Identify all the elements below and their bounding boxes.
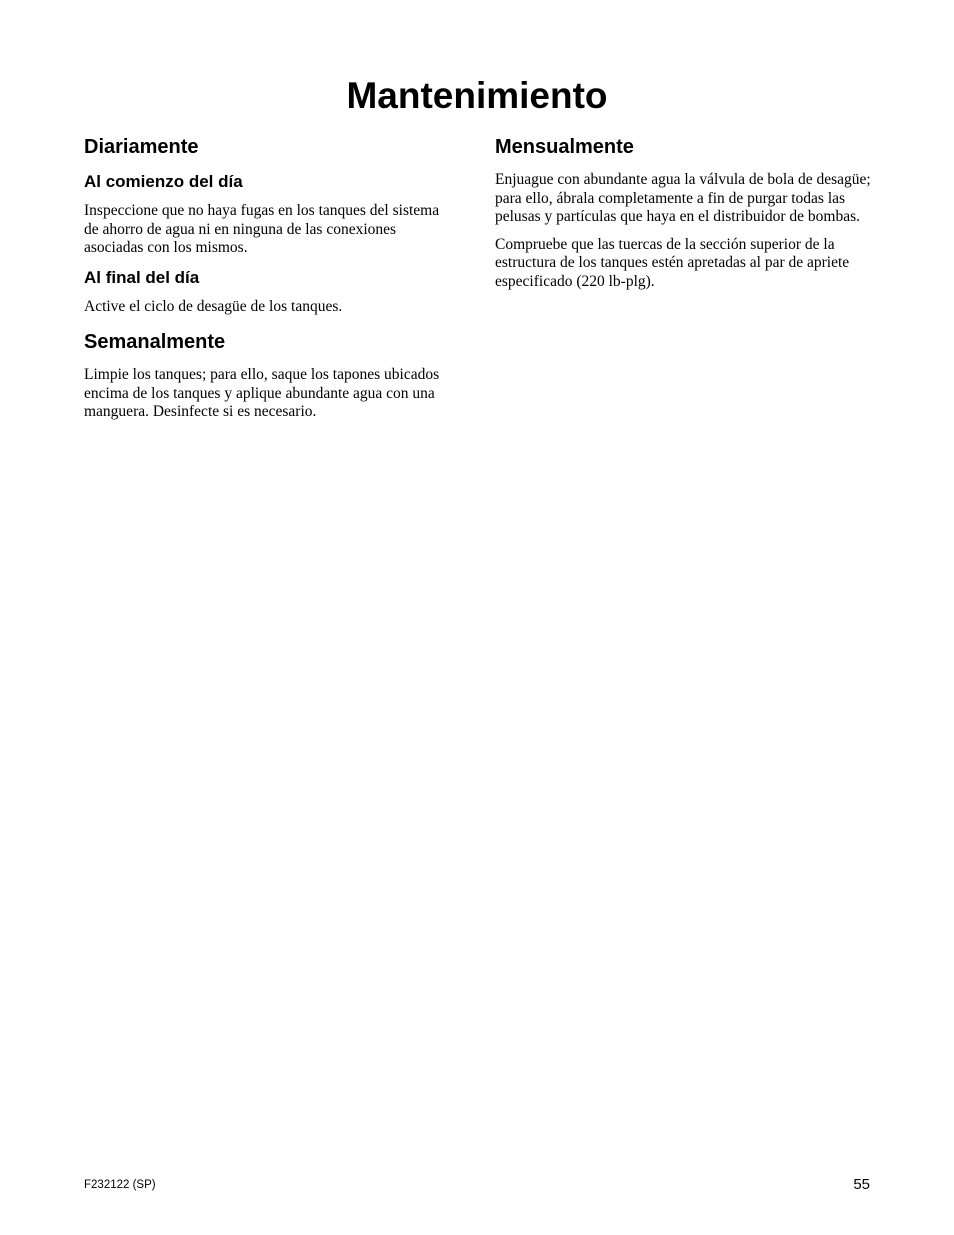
subheading-end-of-day: Al final del día [84, 267, 200, 287]
paragraph-monthly-2: Compruebe que las tuercas de la sección superior de la estructura de los tanques estén apretadas al par de apriete especificado (220 lb-plg). [495, 235, 850, 290]
page-title: Mantenimiento [346, 75, 608, 116]
subheading-start-of-day: Al comienzo del día [84, 172, 243, 191]
footer-page-number: 55 [853, 1176, 870, 1193]
section-heading-monthly: Mensualmente [495, 136, 634, 158]
paragraph-end-of-day: Active el ciclo de desagüe de los tanques. [84, 297, 343, 315]
footer-document-code: F232122 (SP) [84, 1179, 156, 1191]
right-column [495, 134, 875, 300]
paragraph-weekly: Limpie los tanques; para ello, saque los tapones ubicados encima de los tanques y aplique abundante agua con una manguera. Desinfecte si es necesario. [84, 366, 440, 420]
left-column [84, 134, 454, 431]
section-heading-daily: Diariamente [84, 136, 199, 158]
paragraph-start-of-day: Inspeccione que no haya fugas en los tanques del sistema de ahorro de agua ni en ninguna de las conexiones asociadas con los mismos. [84, 202, 440, 256]
section-heading-weekly: Semanalmente [84, 331, 226, 353]
paragraph-monthly-1: Enjuague con abundante agua la válvula de bola de desagüe; para ello, ábrala completamente a fin de purgar todas las pelusas y partículas que haya en el distribuidor de bombas. [495, 171, 871, 225]
